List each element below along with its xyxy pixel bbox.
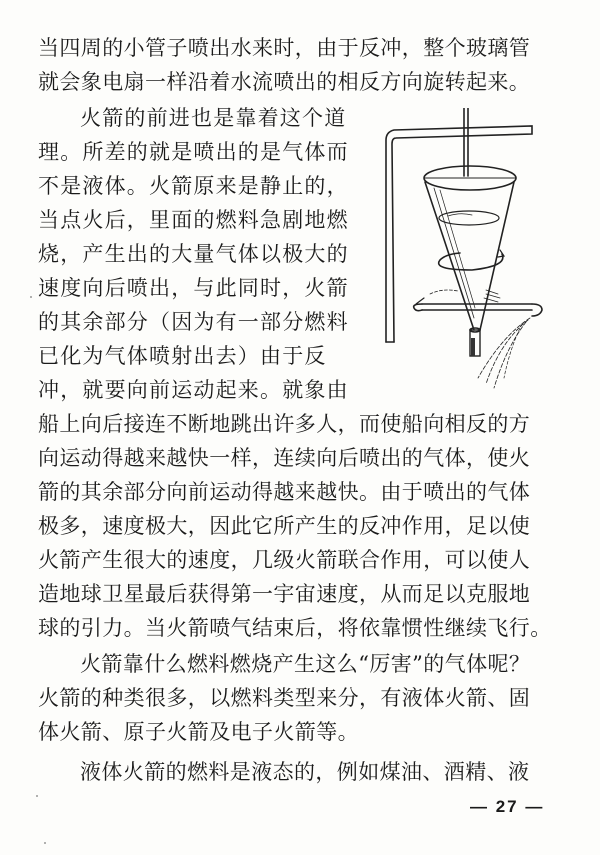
text-line: 极多，速度极大，因此它所产生的反冲作用，足以使 [38,514,531,538]
text-line: 不是液体。火箭原来是静止的， [38,174,349,198]
text-line: 向运动得越来越快一样，连续向后喷出的气体，使火 [38,446,531,470]
text-line: 体火箭、原子火箭及电子火箭等。 [38,720,359,744]
text-line: 就会象电扇一样沿着水流喷出的相反方向旋转起来。 [38,70,531,94]
scan-speck [44,842,46,844]
text-line: 当四周的小管子喷出水来时，由于反冲，整个玻璃管 [38,36,531,60]
text-line: 当点火后，里面的燃料急剧地燃 [38,208,349,232]
page-number: — 27 — [470,797,545,816]
text-line: 火箭的前进也是靠着这个道 [80,106,347,130]
text-line: 造地球卫星最后获得第一宇宙速度，从而足以克服地 [38,582,531,606]
text-line: 速度向后喷出，与此同时，火箭 [38,276,349,300]
apparatus-illustration [382,108,582,393]
text-line: 理。所差的就是喷出的是气体而 [38,140,349,164]
text-line: 箭的其余部分向前运动得越来越快。由于喷出的气体 [38,480,531,504]
text-line: 液体火箭的燃料是液态的，例如煤油、酒精、液 [80,760,530,784]
text-line: 已化为气体喷射出去）由于反 [38,344,327,368]
text-line: 火箭靠什么燃料燃烧产生这么“厉害”的气体呢？ [80,652,531,676]
text-line: 火箭产生很大的速度，几级火箭联合作用，可以使人 [38,548,531,572]
text-line: 烧，产生出的大量气体以极大的 [38,242,349,266]
text-line: 球的引力。当火箭喷气结束后，将依靠惯性继续飞行。 [38,616,552,640]
text-line: 火箭的种类很多，以燃料类型来分，有液体火箭、固 [38,686,531,710]
text-line: 的其余部分（因为有一部分燃料 [38,310,349,334]
scan-speck [36,795,38,797]
text-line: 船上向后接连不断地跳出许多人，而使船向相反的方 [38,412,531,436]
scan-speck [30,296,32,298]
text-line: 冲，就要向前运动起来。就象由 [38,378,349,402]
